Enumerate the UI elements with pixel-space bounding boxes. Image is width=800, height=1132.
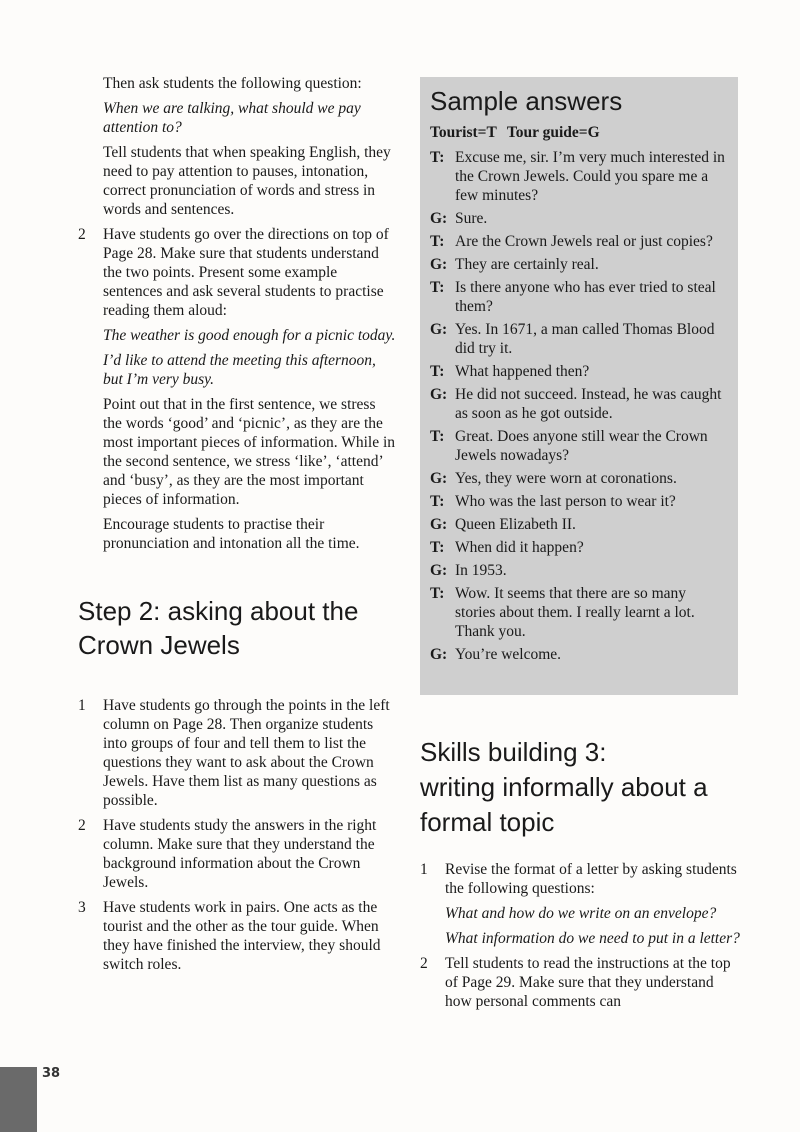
dialogue-line: [430, 427, 728, 465]
dialogue-text: Who was the last person to wear it?: [455, 493, 676, 510]
legend-tourist: Tourist=T: [430, 124, 497, 141]
legend-tour-guide: Tour guide=G: [506, 124, 600, 141]
dialogue-line: [430, 148, 728, 205]
speaker-label: G:: [430, 562, 448, 579]
item-text: Have students study the answers in the right column. Make sure that they understand the background information about the Crown Jewels.: [103, 817, 377, 891]
speaker-label: T:: [430, 539, 445, 556]
sample-answers-heading: Sample answers: [430, 86, 623, 116]
dialogue-text: In 1953.: [455, 562, 507, 579]
dialogue-text: They are certainly real.: [455, 256, 599, 273]
dialogue-line: [430, 362, 728, 381]
dialogue-text: What happened then?: [455, 363, 590, 380]
sample-answers-box: [420, 77, 738, 695]
dialogue-line: [430, 515, 728, 534]
speaker-label: T:: [430, 149, 445, 166]
dialogue-line: [430, 255, 728, 274]
list-item: [78, 225, 396, 553]
dialogue-list: [430, 148, 728, 664]
speaker-label: T:: [430, 493, 445, 510]
item-number: 1: [420, 861, 428, 878]
speaker-label: T:: [430, 233, 445, 250]
item-number: 2: [420, 955, 428, 972]
item-text: Have students go through the points in the left column on Page 28. Then organize students into groups of four and tell them to list the questions they want to ask about the Crown Jewels. Have them list as many questions as possible.: [103, 697, 390, 809]
speaker-label: G:: [430, 210, 448, 227]
dialogue-line: [430, 561, 728, 580]
dialogue-line: [430, 538, 728, 557]
list-item: [420, 954, 740, 1011]
dialogue-text: Queen Elizabeth II.: [455, 516, 576, 533]
item-text: Revise the format of a letter by asking students the following questions:: [445, 861, 737, 897]
list-item: [78, 816, 396, 892]
speaker-label: G:: [430, 470, 448, 487]
item-number: 2: [78, 817, 86, 834]
speaker-label: G:: [430, 321, 448, 338]
dialogue-text: Yes, they were worn at coronations.: [455, 470, 677, 487]
dialogue-text: Is there anyone who has ever tried to steal them?: [455, 279, 716, 315]
tell-students-text: Tell students that when speaking English, they need to pay attention to pauses, intonation, correct pronunciation of words and stress in words and sentences.: [103, 144, 391, 218]
list-item: [420, 860, 740, 948]
list-item: [78, 898, 396, 974]
speaker-label: G:: [430, 386, 448, 403]
example-sentence-1: The weather is good enough for a picnic today.: [103, 327, 396, 344]
dialogue-text: Yes. In 1671, a man called Thomas Blood did try it.: [455, 321, 715, 357]
point-out-text: Point out that in the first sentence, we stress the words ‘good’ and ‘picnic’, as they are the most important pieces of information. While in the second sentence, we stress ‘like’, ‘attend’ and ‘busy’, as they are the most important pieces of information.: [103, 396, 396, 508]
item-number: 2: [78, 226, 86, 243]
example-sentence-2: I’d like to attend the meeting this afternoon, but I’m very busy.: [103, 352, 376, 388]
step2-heading: Step 2: asking about the Crown Jewels: [78, 596, 359, 660]
speaker-label: T:: [430, 363, 445, 380]
skills-heading-line1: Skills building 3:: [420, 737, 607, 767]
dialogue-text: Excuse me, sir. I’m very much interested in the Crown Jewels. Could you spare me a few minutes?: [455, 149, 725, 204]
speaker-label: T:: [430, 428, 445, 445]
intro-text: Then ask students the following question:: [103, 75, 362, 92]
item-number: 3: [78, 899, 86, 916]
dialogue-line: [430, 209, 728, 228]
question-italic: When we are talking, what should we pay attention to?: [103, 100, 361, 136]
dialogue-line: [430, 469, 728, 488]
step2-list: [78, 696, 396, 974]
list-item: [78, 696, 396, 810]
dialogue-line: [430, 584, 728, 641]
page-tab: [0, 1067, 37, 1132]
dialogue-text: He did not succeed. Instead, he was caught as soon as he got outside.: [455, 386, 722, 422]
speaker-label: G:: [430, 646, 448, 663]
dialogue-text: Great. Does anyone still wear the Crown Jewels nowadays?: [455, 428, 708, 464]
letter-question: What information do we need to put in a letter?: [445, 930, 740, 947]
dialogue-line: [430, 385, 728, 423]
dialogue-line: [430, 492, 728, 511]
dialogue-line: [430, 232, 728, 251]
dialogue-text: Sure.: [455, 210, 488, 227]
speaker-legend: [430, 123, 728, 142]
dialogue-line: [430, 278, 728, 316]
item-text: Have students work in pairs. One acts as the tourist and the other as the tour guide. When they have finished the interview, they should switch roles.: [103, 899, 381, 973]
item-number: 1: [78, 697, 86, 714]
speaker-label: T:: [430, 585, 445, 602]
item-text: Tell students to read the instructions at the top of Page 29. Make sure that they understand how personal comments can: [445, 955, 731, 1010]
skills-heading-line2: writing informally about a formal topic: [420, 772, 708, 837]
item-text: Have students go over the directions on top of Page 28. Make sure that students understand the two points. Present some example sentences and ask several students to practise reading them aloud:: [103, 226, 389, 319]
speaker-label: G:: [430, 516, 448, 533]
left-column: [78, 74, 396, 974]
dialogue-text: You’re welcome.: [455, 646, 562, 663]
speaker-label: G:: [430, 256, 448, 273]
skills-heading: [420, 735, 740, 840]
skills-section: [420, 735, 740, 1011]
dialogue-line: [430, 320, 728, 358]
speaker-label: T:: [430, 279, 445, 296]
dialogue-text: When did it happen?: [455, 539, 584, 556]
encourage-text: Encourage students to practise their pronunciation and intonation all the time.: [103, 516, 360, 552]
dialogue-line: [430, 645, 728, 664]
dialogue-text: Are the Crown Jewels real or just copies?: [455, 233, 713, 250]
dialogue-text: Wow. It seems that there are so many stories about them. I really learnt a lot. Thank you.: [455, 585, 695, 640]
page-number: 38: [42, 1066, 61, 1081]
envelope-question: What and how do we write on an envelope?: [445, 905, 717, 922]
